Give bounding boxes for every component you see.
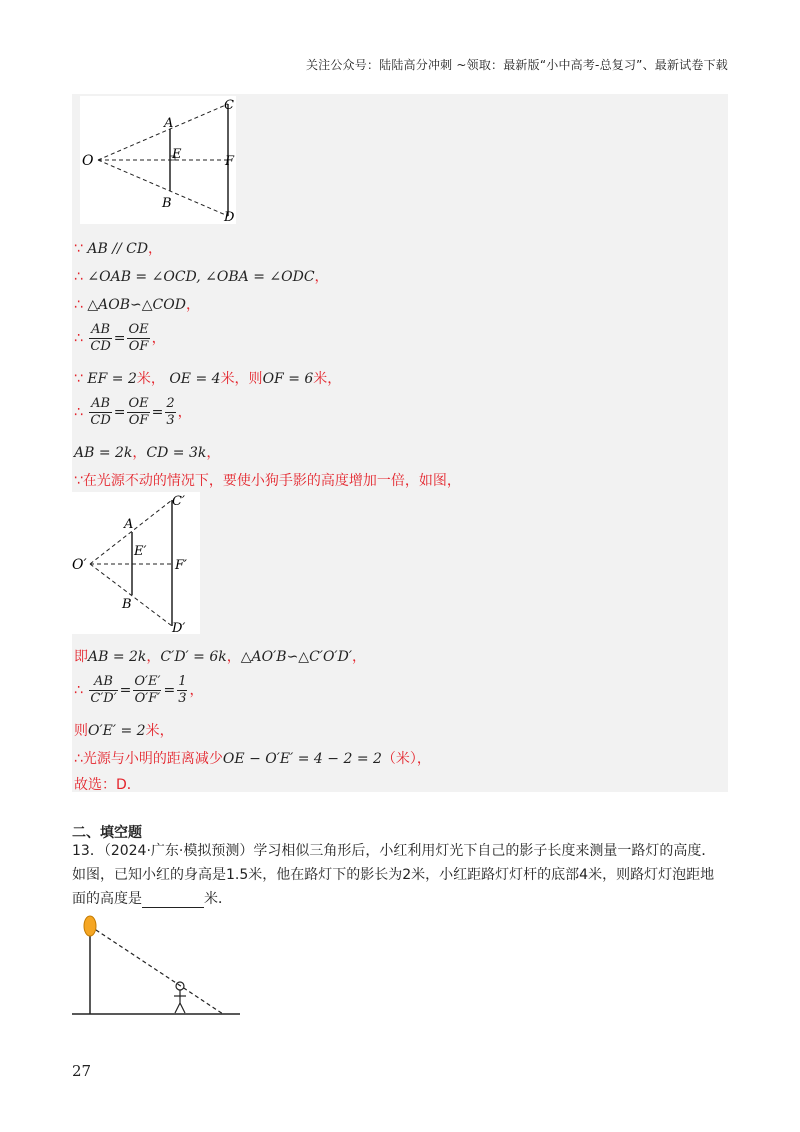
label-E: E — [172, 147, 182, 162]
solution-line-12: ∴光源与小明的距离减少OE − O′E′ = 4 − 2 = 2（米）， — [74, 751, 431, 767]
solution-line-3: ∴ △AOB∽△COD， — [74, 297, 200, 313]
label-B2: B — [122, 597, 132, 612]
figure-2-svg — [72, 492, 200, 634]
solution-line-7: AB = 2k，CD = 3k， — [74, 445, 221, 461]
label-B: B — [162, 196, 172, 211]
label-C-prime: C′ — [172, 494, 185, 509]
label-F-prime: F′ — [175, 558, 187, 573]
solution-line-2: ∴ ∠OAB = ∠OCD, ∠OBA = ∠ODC， — [74, 269, 329, 285]
label-O: O — [82, 153, 94, 169]
solution-line-1: ∵ AB // CD， — [74, 241, 163, 257]
question-line-1: 13．（2024·广东·模拟预测）学习相似三角形后，小红利用灯光下自己的影子长度来测量一路灯的高度． — [72, 843, 716, 859]
lamp-bulb-icon — [84, 916, 96, 936]
solution-line-11: 则O′E′ = 2米， — [74, 723, 174, 739]
page-number: 27 — [72, 1062, 92, 1080]
solution-line-10: ∴ $\frac{AB}{C'D'}$ = $\frac{O'E'}{O'F'}$ = $\frac{1}{3}$ ， — [74, 674, 204, 706]
label-F: F — [225, 154, 235, 169]
label-A2: A — [124, 517, 134, 532]
solution-line-8: ∵在光源不动的情况下，要使小狗手影的高度增加一倍，如图， — [74, 473, 461, 489]
label-C: C — [224, 98, 234, 113]
figure-similar-triangles — [80, 96, 236, 224]
label-O-prime: O′ — [72, 557, 87, 573]
solution-line-6: ∴ $\frac{AB}{CD}$ = $\frac{OE}{OF}$ = $\frac{2}{3}$ ， — [74, 396, 192, 428]
label-E-prime: E′ — [134, 544, 147, 559]
question-line-3: 面的高度是 米． — [72, 891, 232, 907]
section-title: 二、填空题 — [72, 825, 142, 841]
label-A: A — [164, 116, 174, 131]
page-header: 关注公众号：陆陆高分冲刺 ~领取：最新版“小中高考-总复习”、最新试卷下载 — [305, 58, 728, 72]
streetlamp-figure — [68, 910, 248, 1020]
figure-1-svg — [80, 96, 236, 224]
solution-panel — [72, 94, 728, 792]
solution-line-13: 故选：D． — [74, 777, 141, 793]
solution-line-9: 即AB = 2k，C′D′ = 6k，△AO′B∽△C′O′D′， — [74, 649, 367, 665]
solution-line-4: ∴ $\frac{AB}{CD}$ = $\frac{OE}{OF}$ ， — [74, 322, 166, 354]
label-D-prime: D′ — [172, 621, 186, 634]
solution-line-5: ∵ EF = 2米， OE = 4米，则OF = 6米， — [74, 371, 342, 387]
question-line-2: 如图，已知小红的身高是1.5米，他在路灯下的影长为2米，小红距路灯灯杆的底部4米，则路灯灯泡距地 — [72, 867, 715, 883]
answer-blank[interactable] — [142, 893, 204, 908]
label-D: D — [224, 210, 235, 224]
figure-doubled-shadow — [72, 492, 200, 634]
